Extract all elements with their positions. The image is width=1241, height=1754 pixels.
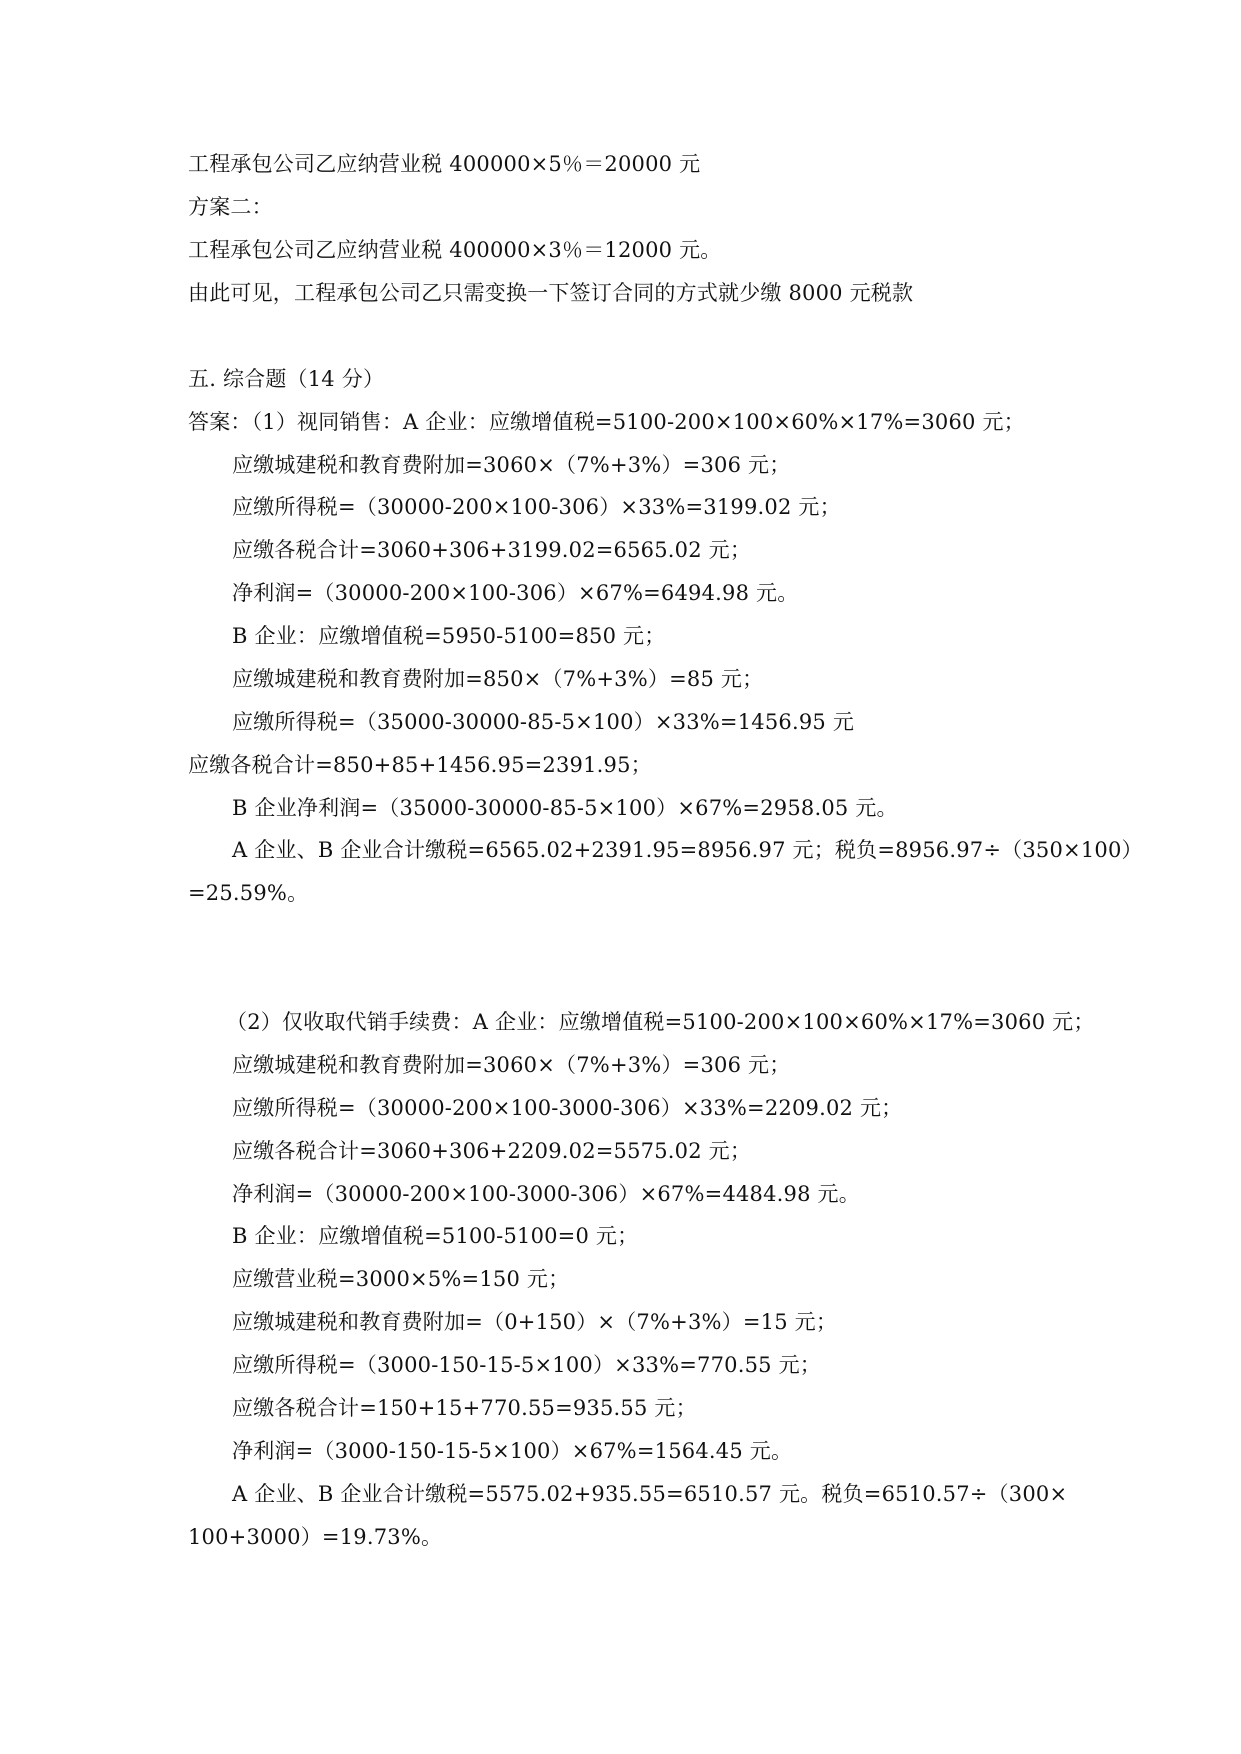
text-line: 应缴所得税=（30000-200×100-3000-306）×33%=2209.02 元； xyxy=(232,1096,903,1120)
text-line: 应缴城建税和教育费附加=（0+150）×（7%+3%）=15 元； xyxy=(232,1310,838,1334)
text-line: =25.59%。 xyxy=(188,881,309,905)
text-line: A 企业、B 企业合计缴税=6565.02+2391.95=8956.97 元；税负=8956.97÷（350×100） xyxy=(232,838,1143,862)
text-line: 100+3000）=19.73%。 xyxy=(188,1525,443,1549)
text-line: B 企业净利润=（35000-30000-85-5×100）×67%=2958.05 元。 xyxy=(232,796,898,820)
text-line: 方案二： xyxy=(188,195,273,219)
text-line: 应缴营业税=3000×5%=150 元； xyxy=(232,1267,570,1291)
text-line: 由此可见，工程承包公司乙只需变换一下签订合同的方式就少缴 8000 元税款 xyxy=(188,281,914,305)
text-line: 应缴所得税=（30000-200×100-306）×33%=3199.02 元； xyxy=(232,495,841,519)
text-line: 净利润=（3000-150-15-5×100）×67%=1564.45 元。 xyxy=(232,1439,793,1463)
text-line: B 企业：应缴增值税=5100-5100=0 元； xyxy=(232,1224,639,1248)
text-line: B 企业：应缴增值税=5950-5100=850 元； xyxy=(232,624,666,648)
text-line: 应缴各税合计=150+15+770.55=935.55 元； xyxy=(232,1396,697,1420)
text-line: 应缴所得税=（35000-30000-85-5×100）×33%=1456.95 元 xyxy=(232,710,855,734)
text-line: （2）仅收取代销手续费：A 企业：应缴增值税=5100-200×100×60%×17%=3060 元； xyxy=(226,1010,1095,1034)
text-line: 应缴各税合计=3060+306+3199.02=6565.02 元； xyxy=(232,538,752,562)
text-line: 净利润=（30000-200×100-306）×67%=6494.98 元。 xyxy=(232,581,799,605)
text-line: 净利润=（30000-200×100-3000-306）×67%=4484.98 元。 xyxy=(232,1182,860,1206)
text-line: 应缴各税合计=850+85+1456.95=2391.95； xyxy=(188,753,652,777)
text-line: A 企业、B 企业合计缴税=5575.02+935.55=6510.57 元。税负=6510.57÷（300× xyxy=(232,1482,1068,1506)
text-line: 答案：（1）视同销售：A 企业：应缴增值税=5100-200×100×60%×17%=3060 元； xyxy=(188,410,1025,434)
text-line: 应缴城建税和教育费附加=3060×（7%+3%）=306 元； xyxy=(232,1053,791,1077)
text-line: 工程承包公司乙应纳营业税 400000×5％＝20000 元 xyxy=(188,152,701,176)
text-line: 应缴城建税和教育费附加=850×（7%+3%）=85 元； xyxy=(232,667,764,691)
text-line: 应缴各税合计=3060+306+2209.02=5575.02 元； xyxy=(232,1139,752,1163)
text-line: 应缴所得税=（3000-150-15-5×100）×33%=770.55 元； xyxy=(232,1353,821,1377)
text-line: 工程承包公司乙应纳营业税 400000×3％＝12000 元。 xyxy=(188,238,722,262)
section-heading: 五. 综合题（14 分） xyxy=(188,367,385,391)
text-line: 应缴城建税和教育费附加=3060×（7%+3%）=306 元； xyxy=(232,453,791,477)
